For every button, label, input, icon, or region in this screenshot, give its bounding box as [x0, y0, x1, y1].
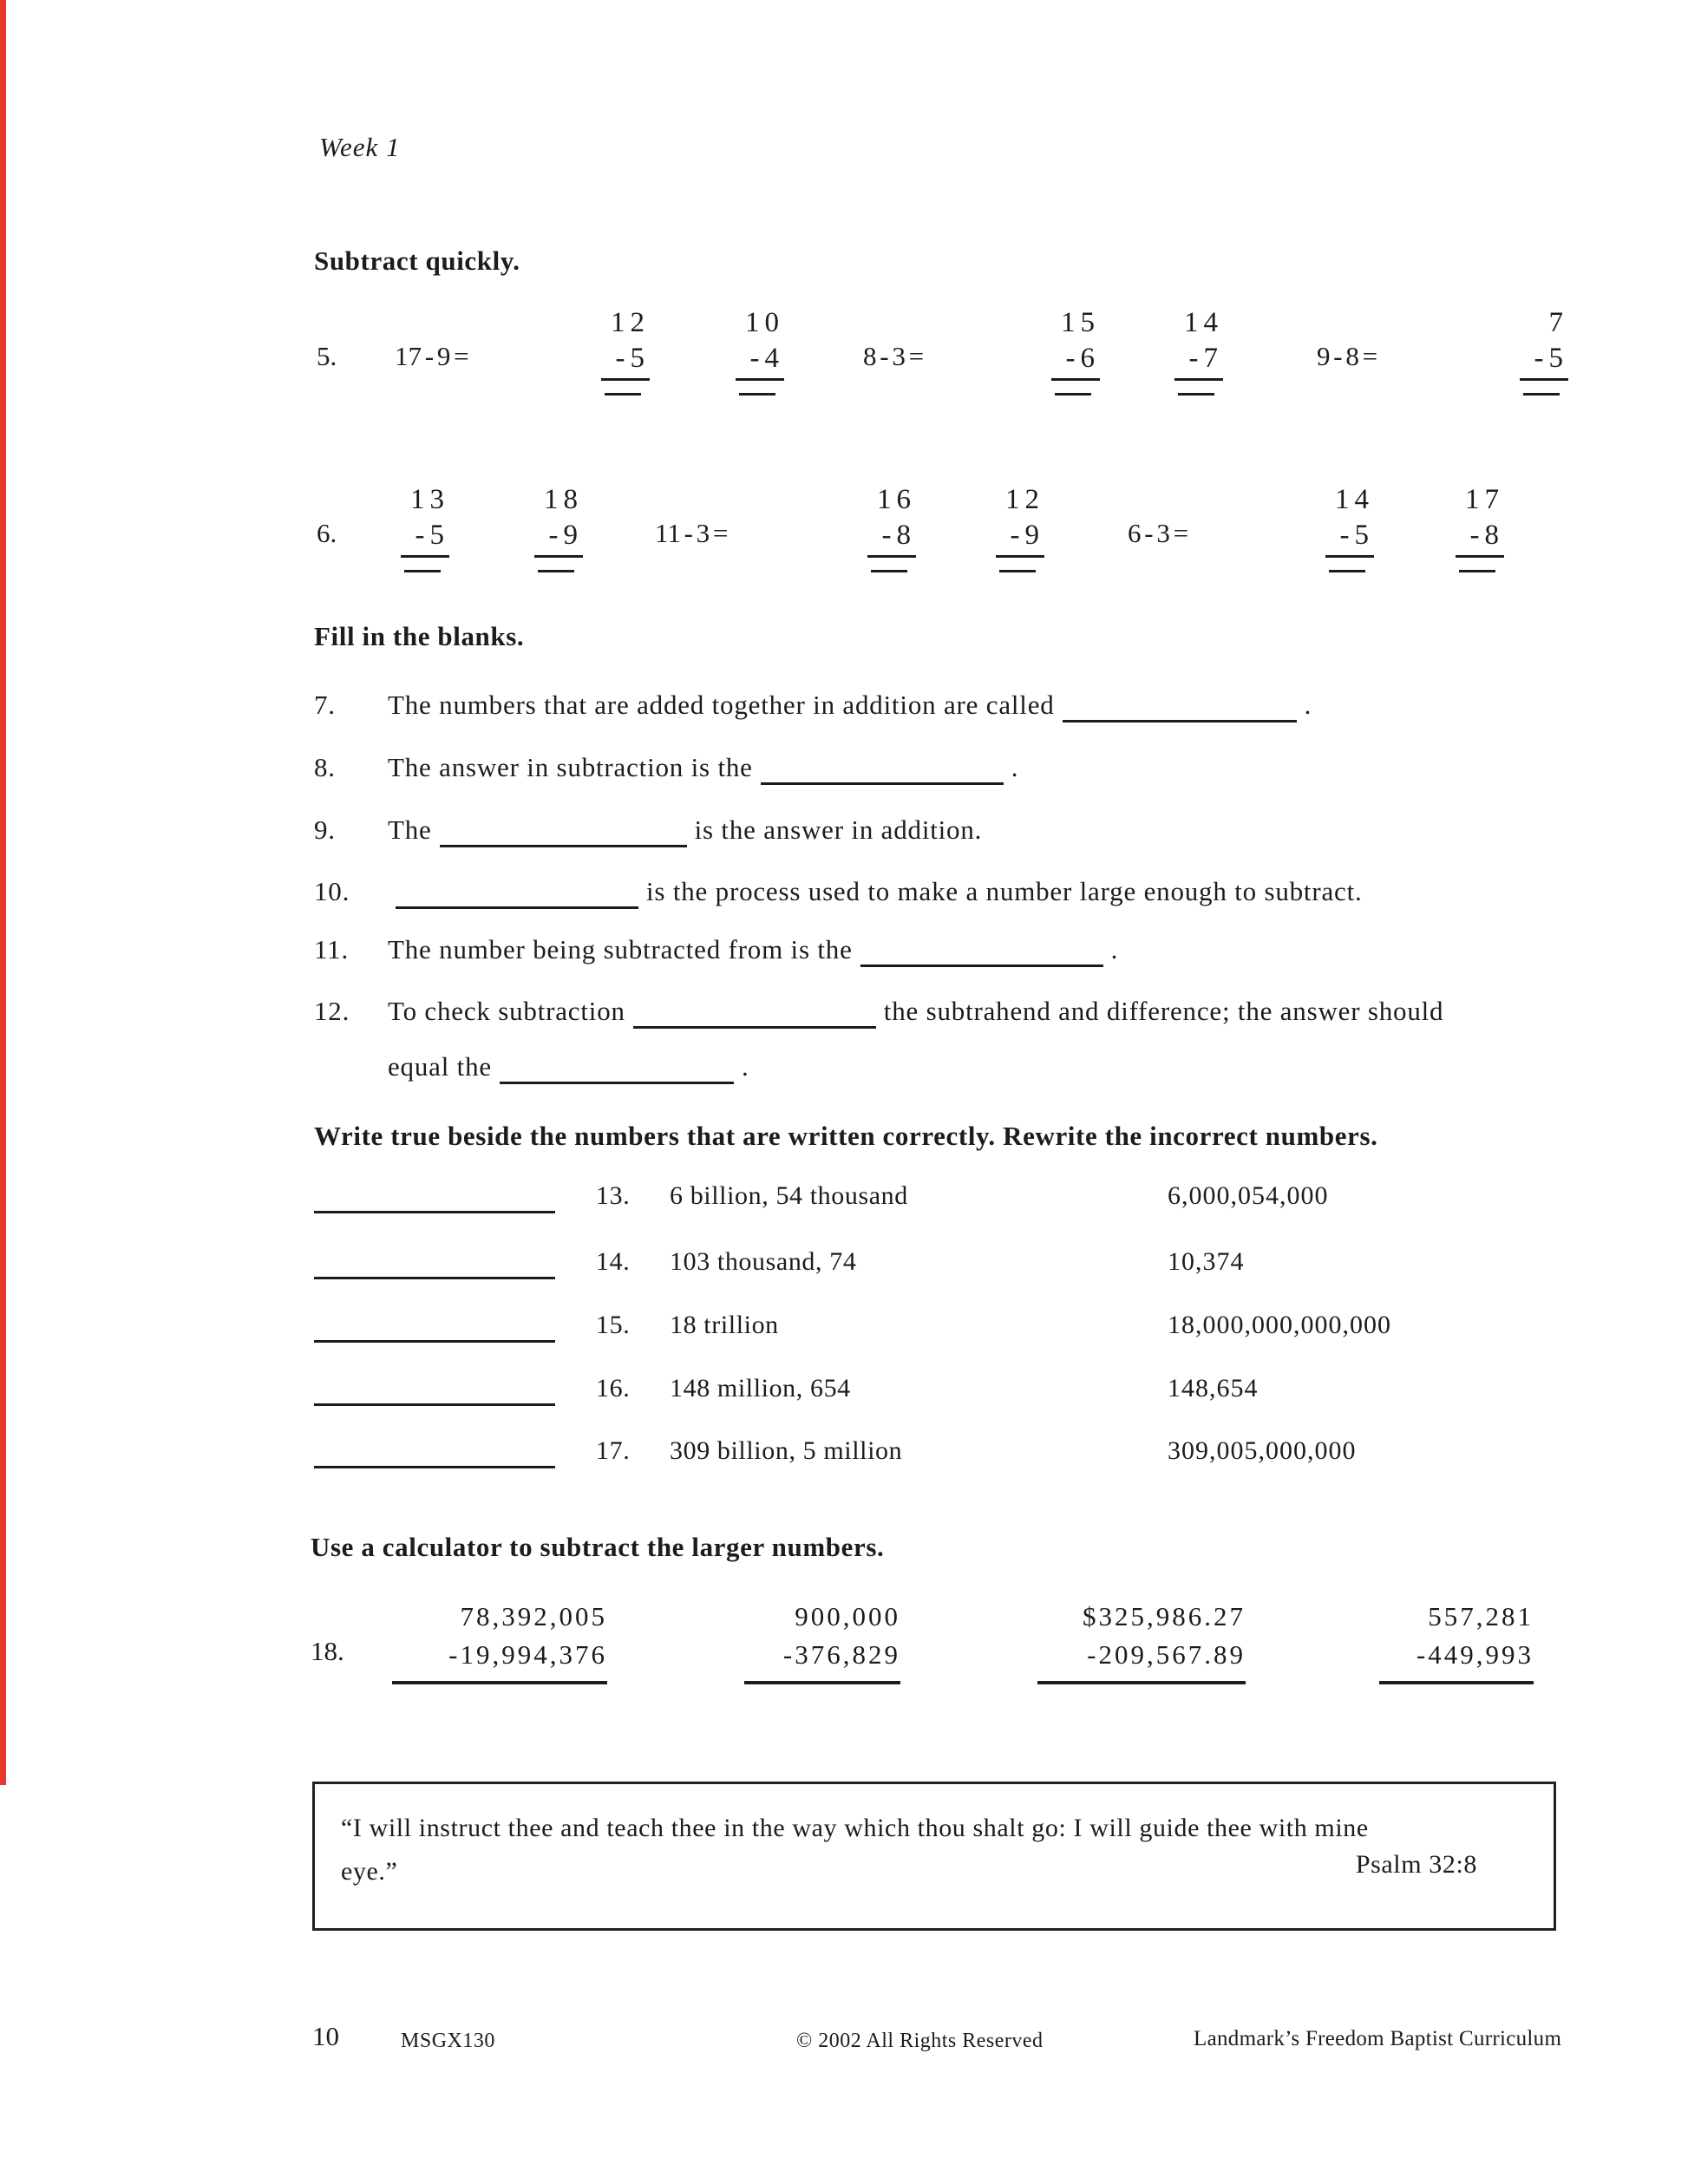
publisher-text: Landmark’s Freedom Baptist Curriculum [1194, 2027, 1562, 2050]
problem-6-stack-1 [401, 482, 449, 572]
item-number: 15. [596, 1311, 631, 1339]
minuend: 18 [544, 484, 583, 515]
subtrahend: -5 [601, 341, 650, 381]
minuend: 557,281 [1428, 1601, 1534, 1631]
truefalse-row-17 [314, 1436, 1546, 1475]
question-number: 9. [314, 814, 336, 845]
minuend: 7 [1548, 307, 1568, 338]
question-text-post: is the answer in addition. [694, 814, 983, 845]
subtrahend: -7 [1174, 341, 1223, 381]
subtrahend: -6 [1051, 341, 1100, 381]
fill-heading: Fill in the blanks. [314, 621, 525, 651]
answer-line [1329, 570, 1365, 572]
answer-line [538, 570, 574, 572]
problem-5-number: 5. [317, 341, 337, 371]
item-value: 18,000,000,000,000 [1168, 1311, 1391, 1339]
subtrahend: -4 [736, 341, 784, 381]
minuend: 900,000 [795, 1601, 900, 1631]
minuend: 15 [1061, 307, 1100, 338]
fill-question-12 [314, 996, 1443, 1029]
subtrahend: -9 [996, 518, 1044, 558]
truefalse-row-15 [314, 1311, 1546, 1350]
answer-line [1523, 393, 1560, 396]
problem-6-stack-6 [1456, 482, 1504, 572]
subtrahend: -5 [401, 518, 449, 558]
problem-5-expression-1: 17 - 9 = [395, 341, 469, 371]
fill-question-8 [314, 752, 1018, 785]
answer-blank [860, 938, 1103, 967]
problem-6-stack-3 [867, 482, 916, 572]
answer-line [1055, 393, 1091, 396]
verse-text-line2: eye.” [341, 1857, 398, 1886]
item-number: 13. [596, 1181, 631, 1210]
question-text: To check subtraction [388, 996, 625, 1026]
subtrahend: -376,829 [782, 1639, 900, 1670]
question-number: 11. [314, 934, 349, 964]
minuend: 12 [611, 307, 650, 338]
truefalse-row-16 [314, 1374, 1546, 1413]
item-number: 16. [596, 1374, 631, 1403]
answer-blank [396, 880, 638, 909]
page-number: 10 [312, 2021, 339, 2051]
answer-line [739, 393, 775, 396]
problem-5-expression-3: 9 - 8 = [1317, 341, 1378, 371]
problem-18-stack-1 [392, 1598, 607, 1684]
answer-blank [761, 756, 1004, 785]
problem-5-stack-4 [1174, 305, 1223, 396]
copyright-text: © 2002 All Rights Reserved [796, 2030, 1044, 2052]
problem-18-stack-3 [1037, 1598, 1246, 1684]
subtract-heading: Subtract quickly. [314, 245, 520, 276]
item-number: 17. [596, 1436, 631, 1465]
problem-18-stack-2 [744, 1598, 900, 1684]
fill-question-9 [314, 814, 982, 847]
question-text-post: is the process used to make a number large enough to subtract. [646, 876, 1363, 906]
minuend: 14 [1184, 307, 1223, 338]
question-text: equal the [388, 1051, 492, 1082]
problem-5-stack-1 [601, 305, 650, 396]
answer-blank [314, 1466, 555, 1468]
problem-18-stack-4 [1379, 1598, 1534, 1684]
question-text-post: . [1304, 690, 1312, 720]
problem-5-stack-2 [736, 305, 784, 396]
scripture-box [312, 1782, 1556, 1931]
item-value: 6,000,054,000 [1168, 1181, 1329, 1210]
curriculum-code: MSGX130 [401, 2030, 495, 2052]
problem-6-expression-1: 11 - 3 = [655, 518, 729, 548]
minuend: 12 [1005, 484, 1044, 515]
minuend: 14 [1335, 484, 1374, 515]
problem-6-stack-5 [1325, 482, 1374, 572]
answer-line [1178, 393, 1214, 396]
subtrahend: -449,993 [1416, 1639, 1534, 1670]
subtrahend: -209,567.89 [1087, 1639, 1246, 1670]
truefalse-row-14 [314, 1247, 1546, 1286]
minuend: $325,986.27 [1083, 1601, 1246, 1631]
fill-question-11 [314, 934, 1118, 967]
item-label: 6 billion, 54 thousand [670, 1181, 908, 1210]
verse-reference: Psalm 32:8 [1355, 1850, 1477, 1879]
subtrahend: -8 [1456, 518, 1504, 558]
question-number: 8. [314, 752, 336, 782]
item-value: 309,005,000,000 [1168, 1436, 1357, 1465]
answer-line [404, 570, 441, 572]
fill-question-7 [314, 690, 1312, 723]
fill-question-12-line2 [388, 1051, 749, 1084]
answer-blank [314, 1403, 555, 1406]
question-text: The answer in subtraction is the [388, 752, 753, 782]
item-value: 10,374 [1168, 1247, 1245, 1276]
question-text-post: . [741, 1051, 749, 1082]
minuend: 78,392,005 [460, 1601, 607, 1631]
answer-line [605, 393, 641, 396]
item-label: 309 billion, 5 million [670, 1436, 903, 1465]
truefalse-row-13 [314, 1181, 1546, 1220]
question-text: The [388, 814, 432, 845]
minuend: 10 [745, 307, 784, 338]
subtrahend: -5 [1325, 518, 1374, 558]
subtrahend: -8 [867, 518, 916, 558]
answer-blank [1063, 694, 1297, 723]
answer-blank [500, 1056, 734, 1084]
calculator-heading: Use a calculator to subtract the larger numbers. [311, 1532, 885, 1562]
item-number: 14. [596, 1247, 631, 1276]
answer-blank [440, 819, 687, 847]
answer-line [1459, 570, 1495, 572]
subtrahend: -9 [534, 518, 583, 558]
question-text: The number being subtracted from is the [388, 934, 853, 964]
question-text-mid: the subtrahend and difference; the answer should [883, 996, 1444, 1026]
fill-question-10 [314, 876, 1363, 909]
answer-line [999, 570, 1036, 572]
item-label: 148 million, 654 [670, 1374, 851, 1403]
problem-5-stack-5 [1520, 305, 1568, 396]
item-label: 18 trillion [670, 1311, 779, 1339]
week-label: Week 1 [319, 132, 401, 162]
question-text-post: . [1011, 752, 1019, 782]
problem-18-number: 18. [311, 1636, 344, 1666]
minuend: 17 [1465, 484, 1504, 515]
answer-line [871, 570, 907, 572]
problem-6-expression-2: 6 - 3 = [1128, 518, 1189, 548]
question-number: 12. [314, 996, 350, 1026]
answer-blank [314, 1277, 555, 1279]
problem-5-stack-3 [1051, 305, 1100, 396]
question-number: 7. [314, 690, 336, 720]
item-value: 148,654 [1168, 1374, 1259, 1403]
truefalse-heading: Write true beside the numbers that are written correctly. Rewrite the incorrect numbers. [314, 1121, 1378, 1151]
item-label: 103 thousand, 74 [670, 1247, 857, 1276]
answer-blank [314, 1211, 555, 1213]
problem-5-expression-2: 8 - 3 = [863, 341, 925, 371]
minuend: 13 [410, 484, 449, 515]
answer-blank [633, 1000, 876, 1029]
minuend: 16 [877, 484, 916, 515]
question-number: 10. [314, 876, 350, 906]
scan-edge-stripe [0, 0, 6, 1785]
verse-text-line1: “I will instruct thee and teach thee in the way which thou shalt go: I will guide thee with mine [341, 1814, 1369, 1842]
subtrahend: -19,994,376 [448, 1639, 607, 1670]
problem-6-stack-4 [996, 482, 1044, 572]
problem-6-stack-2 [534, 482, 583, 572]
question-text-post: . [1110, 934, 1119, 964]
problem-6-number: 6. [317, 518, 337, 548]
question-text: The numbers that are added together in addition are called [388, 690, 1055, 720]
subtrahend: -5 [1520, 341, 1568, 381]
answer-blank [314, 1340, 555, 1343]
